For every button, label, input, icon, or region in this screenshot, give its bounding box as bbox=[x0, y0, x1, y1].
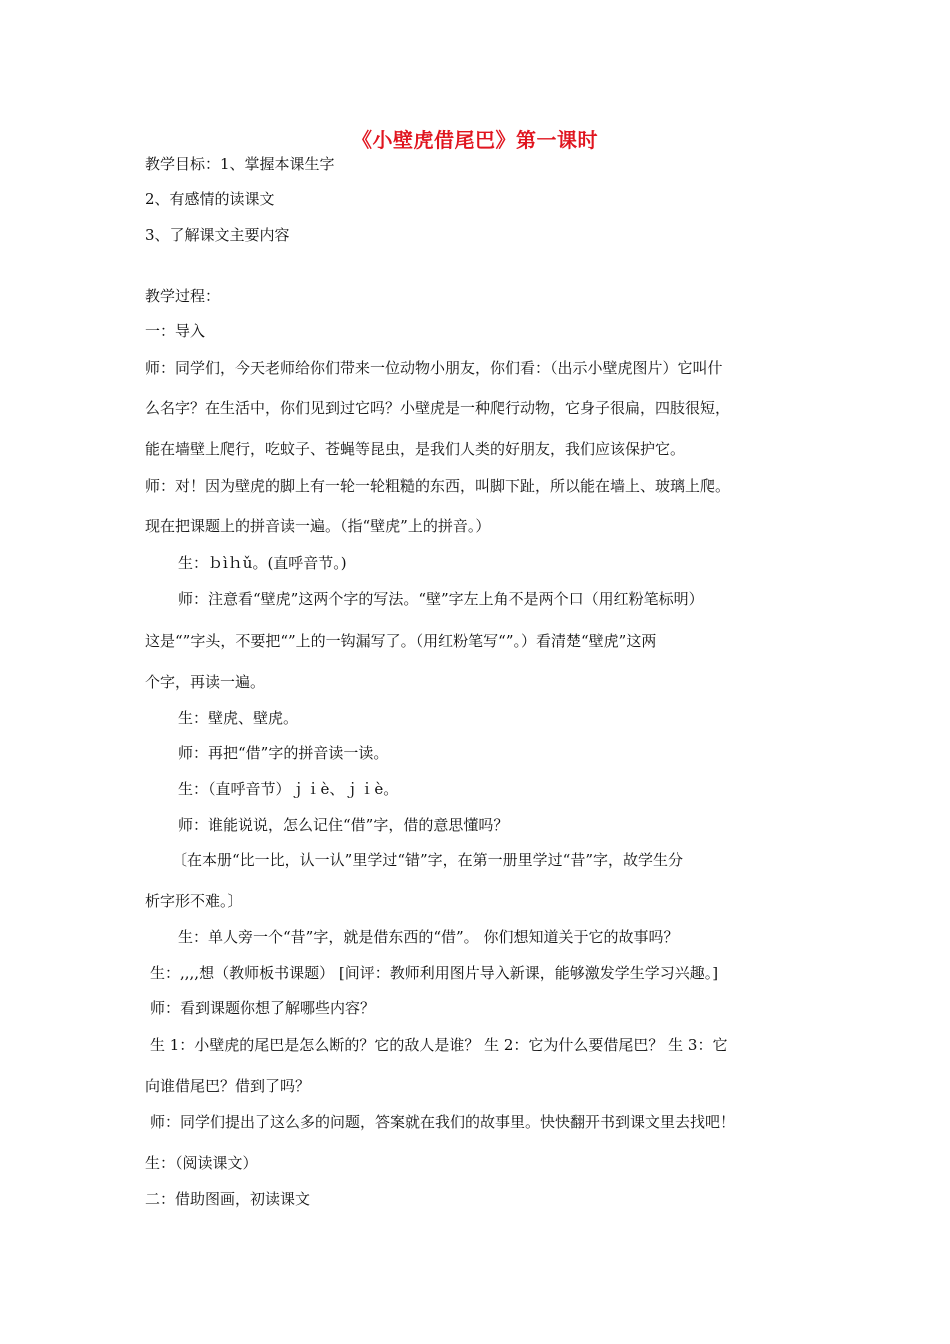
note-line: 析字形不难。〕 bbox=[145, 892, 243, 910]
objective-line-1: 教学目标：1、掌握本课生字 bbox=[145, 155, 335, 173]
paragraph-line: 这是“”字头，不要把“”上的一钩漏写了。（用红粉笔写“”。）看清楚“壁虎”这两 bbox=[145, 632, 657, 650]
dialogue-line: 生：,,,,想（教师板书课题） [间评：教师利用图片导入新课，能够激发学生学习兴趣。] bbox=[150, 964, 719, 982]
dialogue-line: 生：ｂìｈǔ。(直呼音节。) bbox=[178, 554, 347, 572]
objective-line-2: 2、有感情的读课文 bbox=[145, 190, 275, 208]
dialogue-line: 生：单人旁一个“昔”字，就是借东西的“借”。 你们想知道关于它的故事吗？ bbox=[178, 928, 679, 946]
dialogue-line: 师：注意看“壁虎”这两个字的写法。“壁”字左上角不是两个口（用红粉笔标明） bbox=[178, 590, 704, 608]
dialogue-line: 向谁借尾巴？借到了吗？ bbox=[145, 1077, 311, 1095]
dialogue-line: 生：（阅读课文） bbox=[145, 1154, 258, 1172]
objective-line-3: 3、了解课文主要内容 bbox=[145, 226, 290, 244]
process-heading: 教学过程： bbox=[145, 287, 221, 305]
section-heading-2: 二：借助图画，初读课文 bbox=[145, 1190, 311, 1208]
dialogue-line: 师：看到课题你想了解哪些内容？ bbox=[150, 999, 376, 1017]
dialogue-line: 师：谁能说说，怎么记住“借”字，借的意思懂吗？ bbox=[178, 816, 509, 834]
dialogue-line: 生：（直呼音节）ｊｉè、ｊｉè。 bbox=[178, 780, 399, 798]
note-line: 〔在本册“比一比，认一认”里学过“错”字，在第一册里学过“昔”字，故学生分 bbox=[172, 851, 684, 869]
section-heading-1: 一：导入 bbox=[145, 322, 206, 340]
dialogue-line: 师：同学们提出了这么多的问题，答案就在我们的故事里。快快翻开书到课文里去找吧！ bbox=[150, 1113, 736, 1131]
dialogue-line: 师：再把“借”字的拼音读一读。 bbox=[178, 744, 389, 762]
paragraph-line: 师：同学们，今天老师给你们带来一位动物小朋友，你们看：（出示小壁虎图片）它叫什 bbox=[145, 359, 723, 377]
paragraph-line: 么名字？在生活中，你们见到过它吗？小壁虎是一种爬行动物，它身子很扁，四肢很短， bbox=[145, 399, 731, 417]
paragraph-line: 个字，再读一遍。 bbox=[145, 673, 266, 691]
paragraph-line: 现在把课题上的拼音读一遍。（指“壁虎”上的拼音。） bbox=[145, 517, 491, 535]
document-title: 《小壁虎借尾巴》第一课时 bbox=[352, 128, 598, 152]
paragraph-line: 师：对！因为壁虎的脚上有一轮一轮粗糙的东西，叫脚下趾，所以能在墙上、玻璃上爬。 bbox=[145, 477, 731, 495]
dialogue-line: 生：壁虎、壁虎。 bbox=[178, 709, 299, 727]
dialogue-line: 生 1：小壁虎的尾巴是怎么断的？它的敌人是谁？ 生 2：它为什么要借尾巴？ 生 3：它 bbox=[150, 1036, 728, 1054]
paragraph-line: 能在墙壁上爬行，吃蚊子、苍蝇等昆虫，是我们人类的好朋友，我们应该保护它。 bbox=[145, 440, 686, 458]
